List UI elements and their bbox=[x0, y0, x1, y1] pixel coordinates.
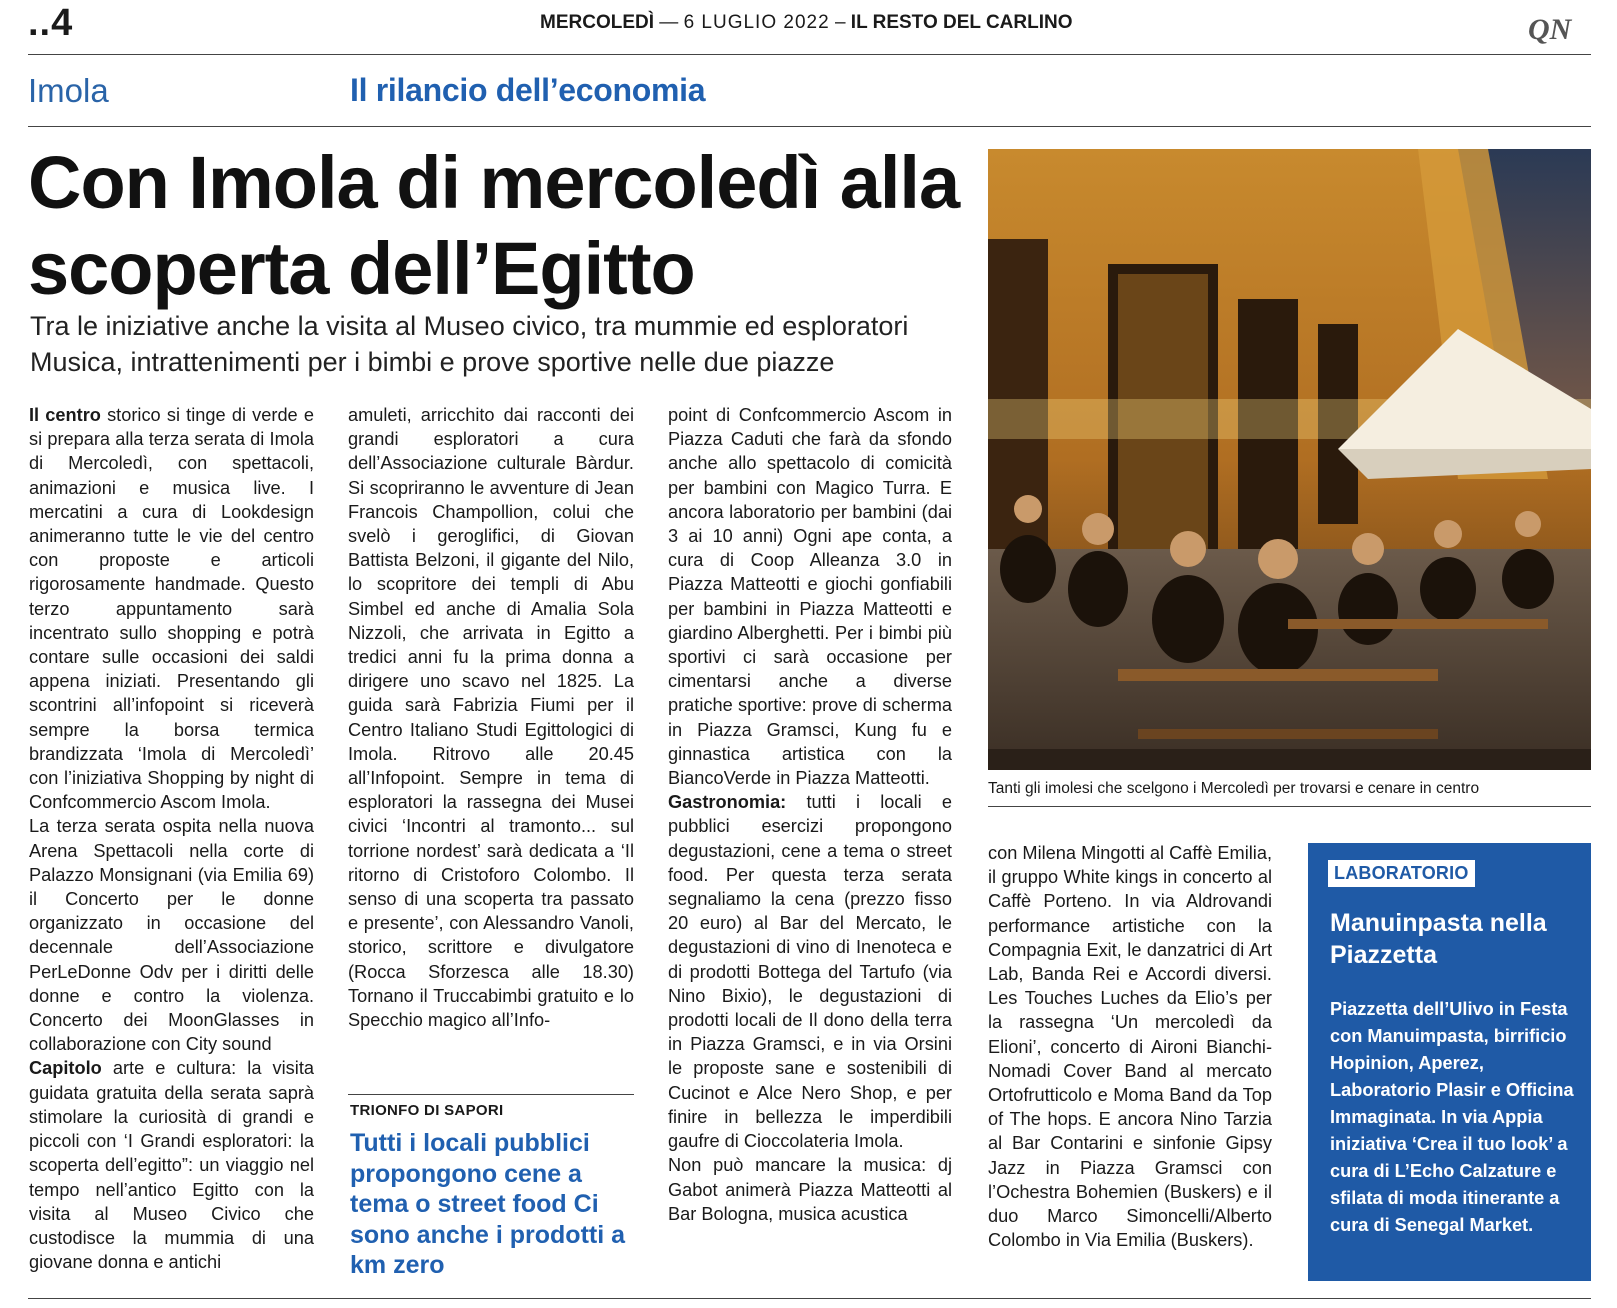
sidebar-text: Piazzetta dell’Ulivo in Festa con Manuimpasta, birrificio Hopinion, Aperez, Laboratorio Plasir e Officina Immaginata. In via Appia iniziativa ‘Crea il tuo look’ a cura di L’Echo Calzature e sfilata di moda itinerante a cura di Senegal Market. bbox=[1330, 999, 1574, 1235]
header-dateline bbox=[540, 12, 1073, 34]
footer-rule bbox=[28, 1298, 1591, 1299]
paragraph bbox=[668, 790, 952, 1153]
pullout-rule bbox=[348, 1094, 634, 1095]
qn-logo bbox=[1526, 14, 1590, 44]
subheadline-line-2: Musica, intrattenimenti per i bimbi e prove sportive nelle due piazze bbox=[30, 347, 835, 377]
paragraph: point di Confcommercio Ascom in Piazza Caduti che farà da sfondo anche allo spettacolo di comicità per bambini con Magico Turra. E ancora laboratorio per bambini (dai 3 ai 10 anni) Ogni ape conta, a cura di Coop Alleanza 3.0 in Piazza Matteotti e giochi gonfiabili per bambini in Piazza Matteotti e giardino Alberghetti. Per i bimbi più sportivi ci sarà occasione per cimentarsi anche a diverse pratiche sportive: prove di scherma in Piazza Gramsci, Kung fu e ginnastica artistica con la BiancoVerde in Piazza Matteotti. bbox=[668, 405, 952, 789]
lead-in: Capitolo bbox=[29, 1058, 102, 1079]
section-name: Imola bbox=[28, 72, 109, 109]
header-rule bbox=[28, 54, 1591, 55]
sidebar-title: Manuinpasta nella Piazzetta bbox=[1330, 909, 1547, 969]
page-number: ..4 bbox=[28, 2, 74, 44]
lead-in: Gastronomia: bbox=[668, 792, 787, 813]
newspaper-name: IL RESTO DEL CARLINO bbox=[850, 12, 1073, 33]
paragraph bbox=[29, 1056, 314, 1274]
paragraph: con Milena Mingotti al Caffè Emilia, il gruppo White kings in concerto al Caffè Porteno. In via Aldrovandi performance artistiche con la Compagnia Exit, le danzatrici di Art Lab, Banda Rei e Accordi diversi. Les Touches Luches da Elio’s per la rassegna ‘Un mercoledì da Elioni’, concerto di Aironi Bianchi-Nomadi Cover Band al mercato Ortofrutticolo e Moma Band da Top of The hops. E ancora Nino Tarzia al Bar Contarini e sinfonie Gipsy Jazz in Piazza Gramsci con l’Ochestra Bohemien (Buskers) e il duo Marco Simoncelli/Alberto Colombo in Via Emilia (Buskers). bbox=[988, 843, 1272, 1251]
paragraph-text: arte e cultura: la visita guidata gratuita della serata saprà stimolare la curiosità di grandi e piccoli con ‘I Grandi esploratori: la scoperta dell’egitto”: un viaggio nel tempo nell’antico Egitto con la visita al Museo Civico che custodisce la mummia di una giovane donna e antichi bbox=[29, 1058, 314, 1273]
article-column-1 bbox=[29, 403, 314, 1274]
paragraph: Non può mancare la musica: dj Gabot animerà Piazza Matteotti al Bar Bologna, musica acustica bbox=[668, 1155, 952, 1224]
qn-logo-text: QN bbox=[1528, 14, 1572, 44]
photo-caption: Tanti gli imolesi che scelgono i Mercoledì per trovarsi e cenare in centro bbox=[988, 780, 1480, 797]
header-day: MERCOLEDÌ bbox=[540, 12, 654, 33]
photo-illustration bbox=[988, 149, 1591, 770]
sidebar-label: LABORATORIO bbox=[1328, 860, 1475, 887]
article-column-4 bbox=[988, 841, 1272, 1252]
article-photo bbox=[988, 149, 1591, 770]
paragraph bbox=[29, 403, 314, 814]
headline: Con Imola di mercoledì alla scoperta dell’Egitto bbox=[28, 141, 960, 310]
kicker: Il rilancio dell’economia bbox=[350, 72, 706, 108]
paragraph: amuleti, arricchito dai racconti dei grandi esploratori a cura dell’Associazione culturale Bàrdur. Si scopriranno le avventure di Jean Francois Champollion, colui che svelò i geroglifici, di Giovan Battista Belzoni, il gigante del Nilo, lo scopritore dei templi di Abu Simbel ed anche di Amalia Sola Nizzoli, che arrivata in Egitto a tredici anni fu la prima donna a dirigere uno scavo nel 1825. La guida sarà Fabrizia Fiumi per il Centro Italiano Studi Egittologici di Imola. Ritrovo alle 20.45 all’Infopoint. Sempre in tema di esploratori la rassegna dei Musei civici ‘Incontri al tramonto... sul torrione nordest’ sarà dedicata a ‘Il ritorno di Cristoforo Colombo. Il senso di una scoperta tra passato e presente’, con Alessandro Vanoli, storico, scrittore e divulgatore (Rocca Sforzesca alle 18.30) Tornano il Truccabimbi gratuito e lo Specchio magico all’Info- bbox=[348, 405, 634, 1031]
section-rule bbox=[28, 126, 1591, 127]
article-column-3 bbox=[668, 403, 952, 1226]
paragraph-text: tutti i locali e pubblici esercizi propongono degustazioni, cene a tema o street food. Per questa terza serata segnaliamo la cena (prezzo fisso 20 euro) al Bar del Mercato, le degustazioni di vino di Inenoteca e di prodotti Bottega del Tartufo (via Nino Bixio), le degustazioni di prodotti locali de Il dono della terra in Piazza Gramsci, e in via Orsini le proposte sane e sostenibili di Cucinot e Alce Nero Shop, e per finire in bellezza le imperdibili gaufre di Cioccolateria Imola. bbox=[668, 792, 952, 1152]
article-column-2 bbox=[348, 403, 634, 1032]
pullout-label: TRIONFO DI SAPORI bbox=[350, 1102, 504, 1119]
paragraph: La terza serata ospita nella nuova Arena Spettacoli nella corte di Palazzo Monsignani (via Emilia 69) il Concerto per le donne organizzato in occasione del decennale dell’Associazione PerLeDonne Odv per i diritti delle donne e contro la violenza. Concerto dei MoonGlasses in collaborazione con City sound bbox=[29, 816, 314, 1055]
lead-in: Il centro bbox=[29, 405, 101, 425]
header-separator: — bbox=[659, 12, 679, 33]
paragraph-text: storico si tinge di verde e si prepara alla terza serata di Imola di Mercoledì, con spettacoli, animazioni e musica live. I mercatini a cura di Lookdesign animeranno tutte le vie del centro con proposte e articoli rigorosamente handmade. Questo terzo appuntamento sarà incentrato sullo shopping e potrà contare sulle occasioni dei saldi appena iniziati. Presentando gli scontrini all’infopoint si riceverà sempre la borsa termica brandizzata ‘Imola di Mercoledì’ con l’iniziativa Shopping by night di Confcommercio Ascom Imola. bbox=[29, 405, 314, 813]
pullout-text: Tutti i locali pubblici propongono cene a tema o street food Ci sono anche i prodotti a km zero bbox=[350, 1129, 626, 1279]
subheadline-line-1: Tra le iniziative anche la visita al Museo civico, tra mummie ed esploratori bbox=[30, 311, 909, 341]
caption-rule bbox=[988, 806, 1591, 807]
header-date: 6 LUGLIO 2022 bbox=[683, 12, 830, 33]
header-separator: – bbox=[834, 12, 846, 33]
